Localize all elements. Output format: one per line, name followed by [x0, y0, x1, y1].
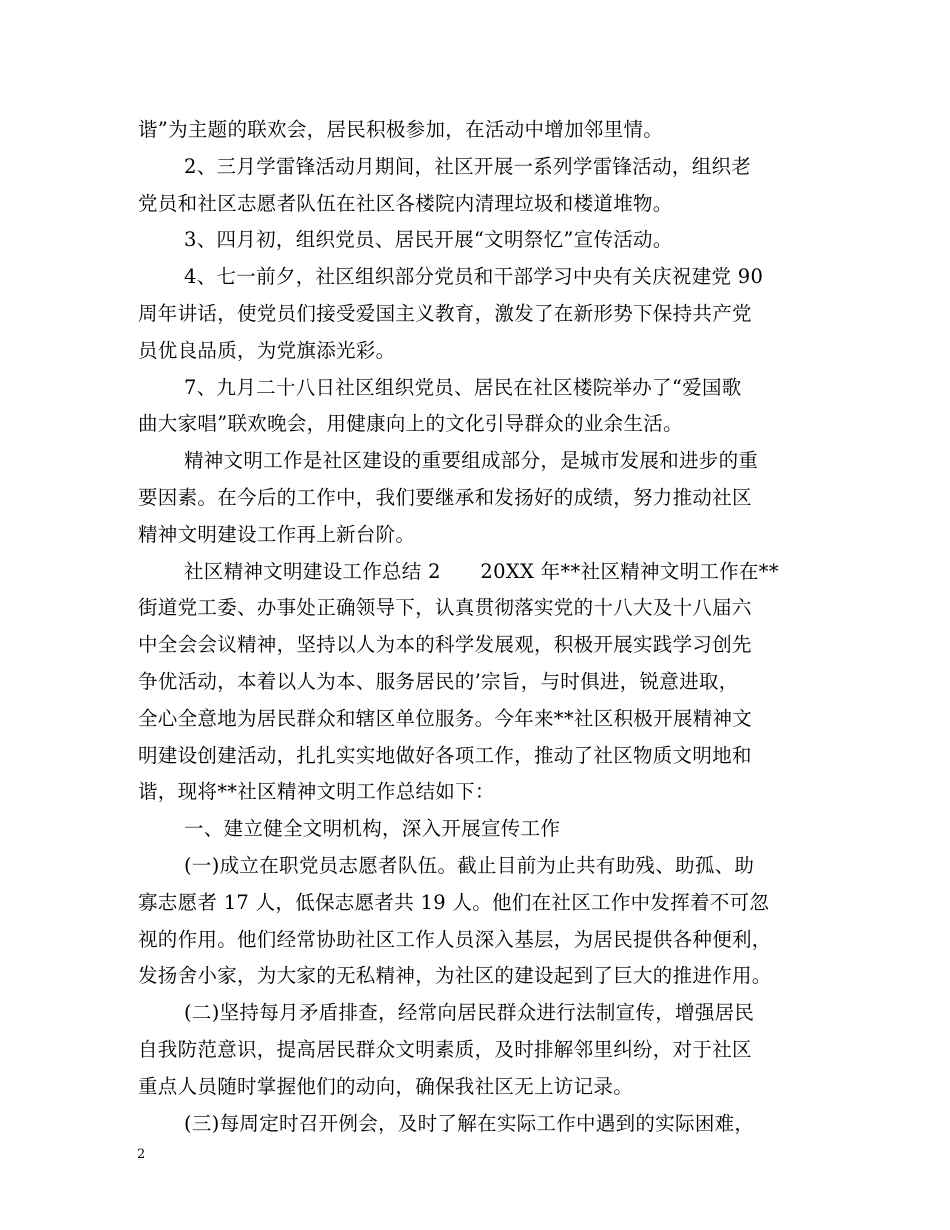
- text-line: 要因素。在今后的工作中，我们要继承和发扬好的成绩，努力推动社区: [138, 485, 752, 509]
- text-line: 争优活动，本着以人为本、服务居民的’宗旨，与时俱进，锐意进取，: [138, 669, 739, 693]
- page-number: 2: [137, 1147, 146, 1162]
- text-line: 党员和社区志愿者队伍在社区各楼院内清理垃圾和楼道堆物。: [138, 191, 673, 215]
- text-line: 2、三月学雷锋活动月期间，社区开展一系列学雷锋活动，组织老: [184, 154, 752, 178]
- text-line: 自我防范意识，提高居民群众文明素质，及时排解邻里纠纷，对于社区: [138, 1037, 752, 1061]
- text-line: 中全会会议精神，坚持以人为本的科学发展观，积极开展实践学习创先: [138, 633, 752, 657]
- text-line: (二)坚持每月矛盾排查，经常向居民群众进行法制宣传，增强居民: [184, 1001, 755, 1025]
- text-line: 一、建立健全文明机构，深入开展宣传工作: [184, 817, 561, 841]
- text-line: (一)成立在职党员志愿者队伍。截止目前为止共有助残、助孤、助: [184, 853, 755, 877]
- text-line: 街道党工委、办事处正确领导下，认真贯彻落实党的十八大及十八届六: [138, 596, 752, 620]
- text-line: 曲大家唱”联欢晚会，用健康向上的文化引导群众的业余生活。: [138, 412, 683, 436]
- text-line: (三)每周定时召开例会，及时了解在实际工作中遇到的实际困难，: [184, 1111, 755, 1135]
- text-line: 社区精神文明建设工作总结 2 20XX 年**社区精神文明工作在**: [184, 559, 779, 583]
- text-line: 视的作用。他们经常协助社区工作人员深入基层，为居民提供各种便利，: [138, 927, 772, 951]
- text-line: 周年讲话，使党员们接受爱国主义教育，激发了在新形势下保持共产党: [138, 301, 752, 325]
- text-line: 员优良品质，为党旗添光彩。: [138, 338, 396, 362]
- text-line: 谐”为主题的联欢会，居民积极参加，在活动中增加邻里情。: [138, 118, 664, 141]
- text-line: 全心全意地为居民群众和辖区单位服务。今年来**社区积极开展精神文: [138, 706, 753, 730]
- text-line: 7、九月二十八日社区组织党员、居民在社区楼院举办了“爱国歌: [184, 375, 742, 399]
- text-line: 寡志愿者 17 人，低保志愿者共 19 人。他们在社区工作中发挥着不可忽: [138, 890, 770, 914]
- text-line: 发扬舍小家，为大家的无私精神，为社区的建设起到了巨大的推进作用。: [138, 964, 772, 988]
- text-line: 4、七一前夕，社区组织部分党员和干部学习中央有关庆祝建党 90: [184, 265, 764, 289]
- text-line: 谐，现将**社区精神文明工作总结如下：: [138, 780, 495, 804]
- text-line: 明建设创建活动，扎扎实实地做好各项工作，推动了社区物质文明地和: [138, 743, 752, 767]
- document-body: [138, 112, 828, 1142]
- text-line: 精神文明工作是社区建设的重要组成部分，是城市发展和进步的重: [184, 449, 759, 473]
- text-line: 精神文明建设工作再上新台阶。: [138, 522, 416, 546]
- text-line: 3、四月初，组织党员、居民开展“文明祭忆”宣传活动。: [184, 228, 673, 252]
- text-line: 重点人员随时掌握他们的动向，确保我社区无上访记录。: [138, 1074, 634, 1098]
